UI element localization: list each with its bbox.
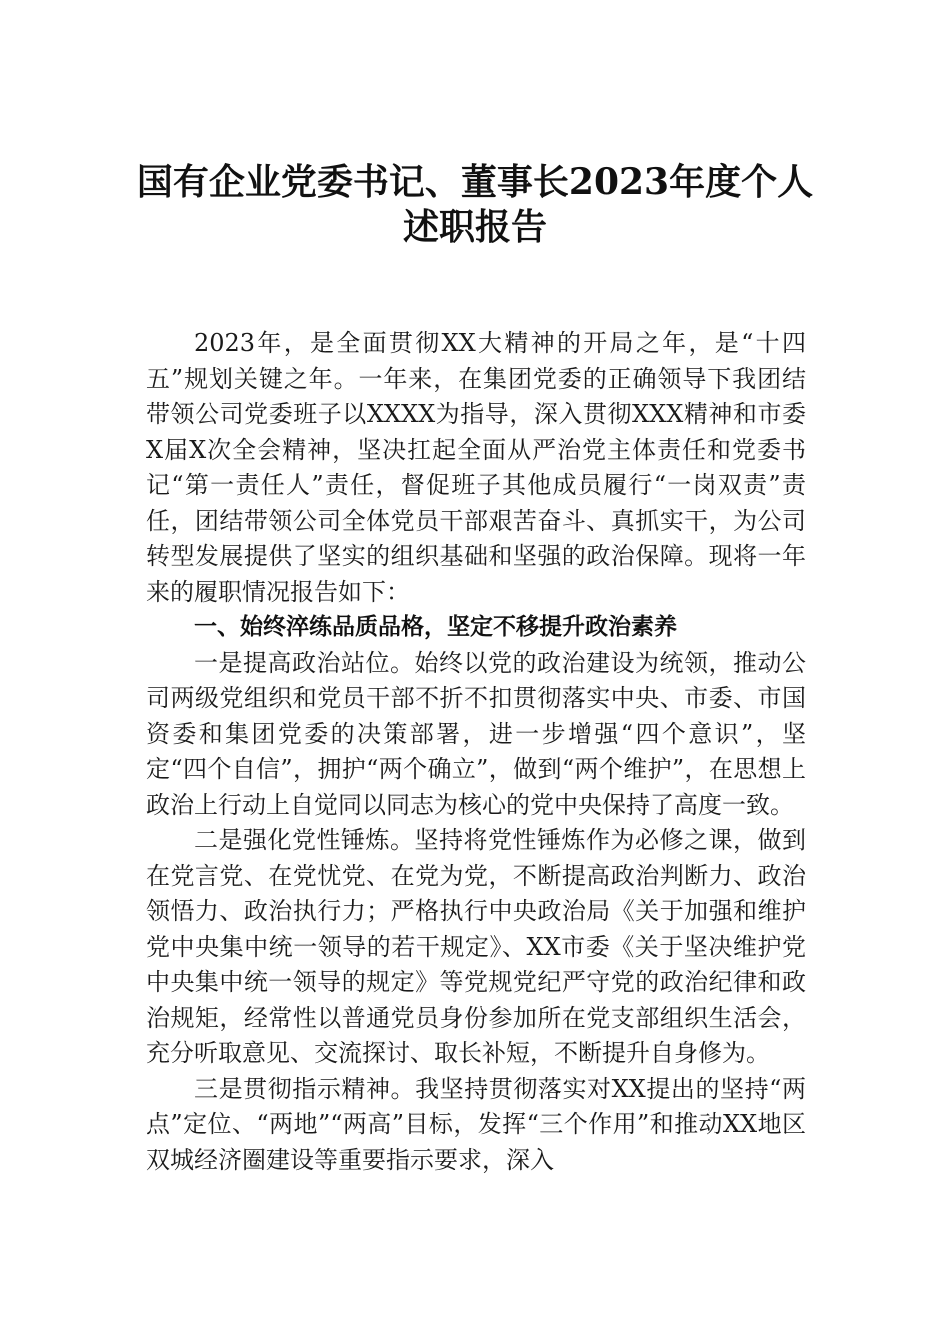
intro-paragraph: 2023年，是全面贯彻XX大精神的开局之年，是“十四五”规划关键之年。一年来，在集团党委的正确领导下我团结带领公司党委班子以XXXX为指导，深入贯彻XXX精神和市委X届X次全会精神，坚决扛起全面从严治党主体责任和党委书记“第一责任人”责任，督促班子其他成员履行“一岗双责”责任，团结带领公司全体党员干部艰苦奋斗、真抓实干，为公司转型发展提供了坚实的组织基础和坚强的政治保障。现将一年来的履职情况报告如下：: [146, 329, 806, 606]
section-heading-1: 一、始终淬练品质品格，坚定不移提升政治素养: [194, 614, 677, 640]
document-title-line-2: 述职报告: [402, 206, 547, 248]
paragraph-political-stance: 一是提高政治站位。始终以党的政治建设为统领，推动公司两级党组织和党员干部不折不扣贯彻落实中央、市委、市国资委和集团党委的决策部署，进一步增强“四个意识”，坚定“四个自信”，拥护“两个确立”，做到“两个维护”，在思想上政治上行动上自觉同以同志为核心的党中央保持了高度一致。: [146, 648, 806, 819]
paragraph-instructions: 三是贯彻指示精神。我坚持贯彻落实对XX提出的坚持“两点”定位、“两地”“两高”目标，发挥“三个作用”和推动XX地区双城经济圈建设等重要指示要求，深入: [146, 1074, 806, 1174]
paragraph-party-spirit: 二是强化党性锤炼。坚持将党性锤炼作为必修之课，做到在党言党、在党忧党、在党为党，不断提高政治判断力、政治领悟力、政治执行力；严格执行中央政治局《关于加强和维护党中央集中统一领导的若干规定》、XX市委《关于坚决维护党中央集中统一领导的规定》等党规党纪严守党的政治纪律和政治规矩，经常性以普通党员身份参加所在党支部组织生活会，充分听取意见、交流探讨、取长补短，不断提升自身修为。: [146, 826, 806, 1067]
document-title-line-1: 国有企业党委书记、董事长2023年度个人: [136, 161, 814, 203]
document-body: [146, 326, 806, 1178]
